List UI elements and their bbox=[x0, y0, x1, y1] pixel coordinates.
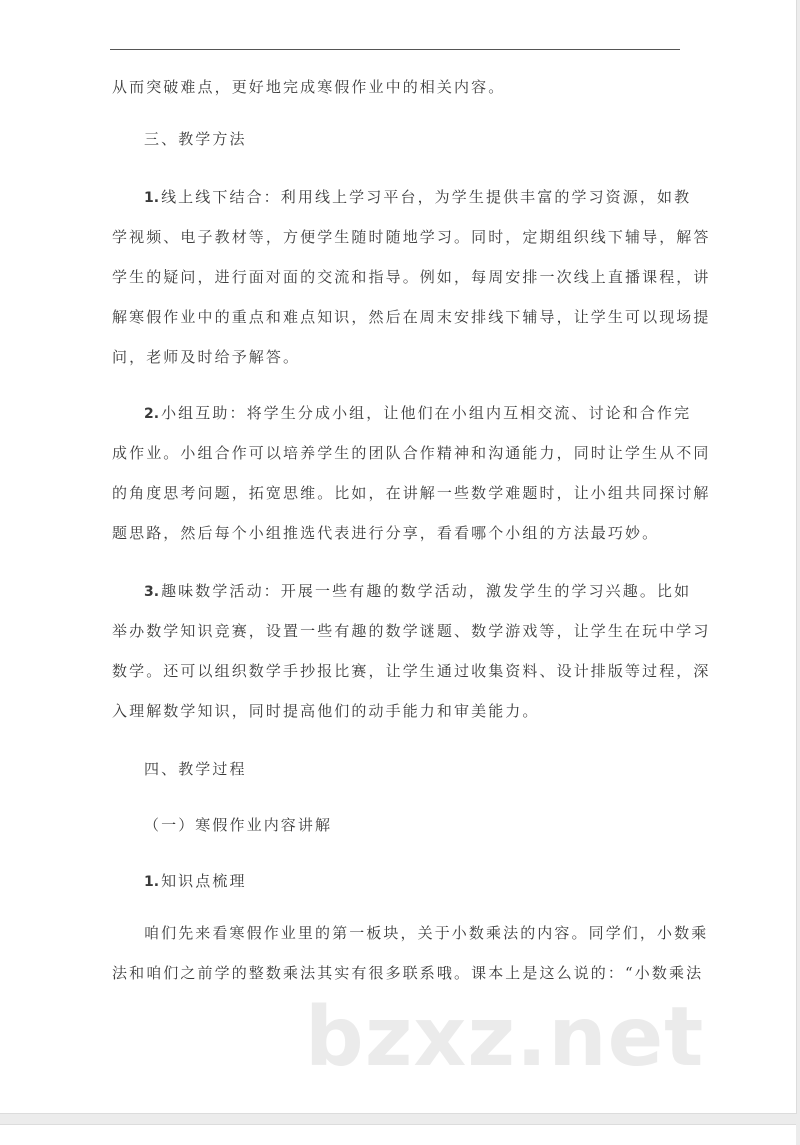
header-rule bbox=[110, 49, 680, 50]
list-item-2-line-2: 成作业。小组合作可以培养学生的团队合作精神和沟通能力，同时让学生从不同 bbox=[112, 444, 711, 462]
list-number: 1. bbox=[144, 190, 160, 206]
subsection-heading: （一）寒假作业内容讲解 bbox=[144, 816, 333, 834]
list-item-1-line-3: 学生的疑问，进行面对面的交流和指导。例如，每周安排一次线上直播课程，讲 bbox=[112, 268, 711, 286]
list-item-3-line-4: 入理解数学知识，同时提高他们的动手能力和审美能力。 bbox=[112, 702, 540, 720]
section-heading-3: 三、教学方法 bbox=[144, 130, 247, 148]
list-number: 2. bbox=[144, 406, 160, 422]
watermark: bzxz.net bbox=[305, 990, 705, 1085]
list-number: 3. bbox=[144, 584, 160, 600]
section-heading-4: 四、教学过程 bbox=[144, 760, 247, 778]
next-page-edge bbox=[0, 1124, 796, 1145]
list-item-3-line-2: 举办数学知识竞赛，设置一些有趣的数学谜题、数学游戏等，让学生在玩中学习 bbox=[112, 622, 711, 640]
list-item-2-line-4: 题思路，然后每个小组推选代表进行分享，看看哪个小组的方法最巧妙。 bbox=[112, 524, 660, 542]
list-item-1-line-2: 学视频、电子教材等，方便学生随时随地学习。同时，定期组织线下辅导，解答 bbox=[112, 228, 711, 246]
list-item-1-line-1: 1. 线上线下结合：利用线上学习平台，为学生提供丰富的学习资源，如教 bbox=[144, 188, 692, 206]
list-item-2-line-1: 2. 小组互助：将学生分成小组，让他们在小组内互相交流、讨论和合作完 bbox=[144, 404, 692, 422]
list-number: 1. bbox=[144, 874, 160, 890]
paragraph-line-2: 法和咱们之前学的整数乘法其实有很多联系哦。课本上是这么说的：“小数乘法 bbox=[112, 964, 704, 982]
list-item-3-line-3: 数学。还可以组织数学手抄报比赛，让学生通过收集资料、设计排版等过程，深 bbox=[112, 662, 711, 680]
list-item-1-line-4: 解寒假作业中的重点和难点知识，然后在周末安排线下辅导，让学生可以现场提 bbox=[112, 308, 711, 326]
knowledge-item-heading: 1. 知识点梳理 bbox=[144, 872, 247, 890]
list-item-2-line-3: 的角度思考问题，拓宽思维。比如，在讲解一些数学难题时，让小组共同探讨解 bbox=[112, 484, 711, 502]
continuation-text: 从而突破难点，更好地完成寒假作业中的相关内容。 bbox=[112, 78, 506, 96]
list-item-3-line-1: 3. 趣味数学活动：开展一些有趣的数学活动，激发学生的学习兴趣。比如 bbox=[144, 582, 692, 600]
paragraph-line-1: 咱们先来看寒假作业里的第一板块，关于小数乘法的内容。同学们，小数乘 bbox=[144, 924, 709, 942]
list-item-1-line-5: 问，老师及时给予解答。 bbox=[112, 348, 301, 366]
